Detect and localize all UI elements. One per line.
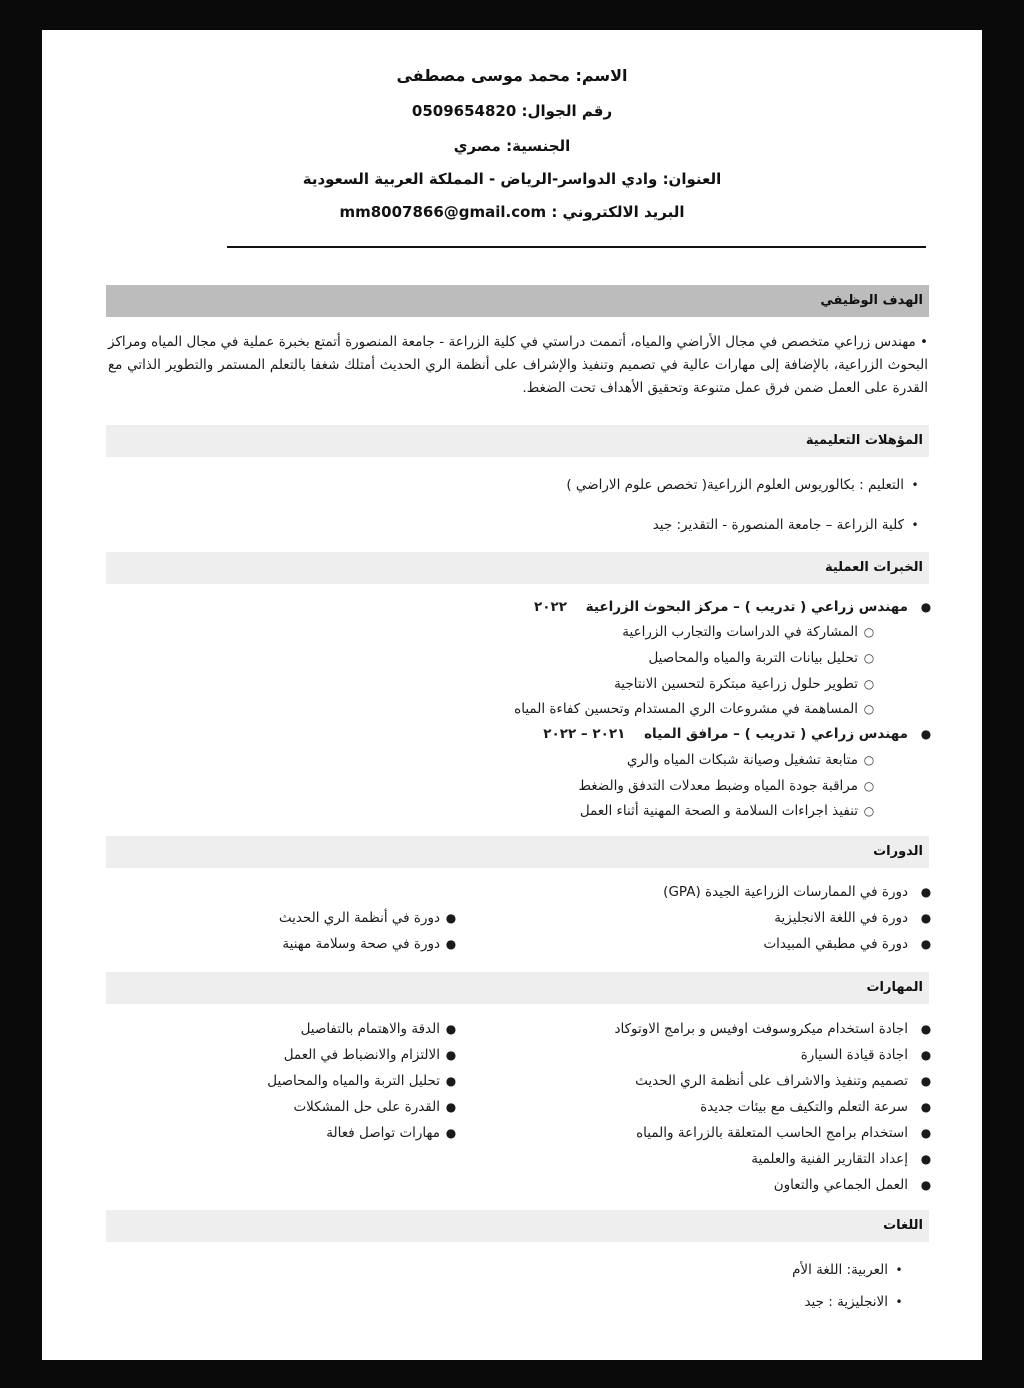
section-experience-title: الخبرات العملية (106, 552, 929, 584)
course-item: ●دورة في مطبقي المبيدات (763, 936, 932, 952)
section-courses-title: الدورات (106, 836, 929, 868)
email-line: البريد الالكتروني : mm8007866@gmail.com (339, 203, 685, 221)
skill-item: ●القدرة على حل المشكلات (293, 1099, 457, 1115)
language-item: •العربية: اللغة الأم (792, 1262, 903, 1278)
email-value[interactable]: mm8007866@gmail.com (339, 203, 547, 221)
skill-item: ●تحليل التربة والمياه والمحاصيل (267, 1073, 457, 1089)
course-item: ●دورة في صحة وسلامة مهنية (282, 936, 457, 952)
skill-item: ●الالتزام والانضباط في العمل (283, 1047, 457, 1063)
language-item: •الانجليزية : جيد (804, 1294, 903, 1310)
section-languages-title: اللغات (106, 1210, 929, 1242)
address-line: العنوان: وادي الدواسر-الرياض - المملكة العربية السعودية (302, 170, 722, 188)
course-item: ●دورة في اللغة الانجليزية (774, 910, 932, 926)
header-divider (227, 246, 926, 248)
course-item: ●دورة في أنظمة الري الحديث (278, 910, 457, 926)
phone-line: رقم الجوال: 0509654820 (411, 102, 613, 120)
job-task: ○تطوير حلول زراعية مبتكرة لتحسين الانتاجية (614, 676, 875, 692)
resume-page (42, 30, 982, 1360)
nationality-line: الجنسية: مصري (453, 137, 571, 155)
skill-item: ●مهارات تواصل فعالة (326, 1125, 457, 1141)
skill-item: ●تصميم وتنفيذ والاشراف على أنظمة الري الحديث (635, 1073, 932, 1089)
section-skills-title: المهارات (106, 972, 929, 1004)
phone-value: 0509654820 (411, 102, 517, 120)
section-education-title: المؤهلات التعليمية (106, 425, 929, 457)
job-task: ○تحليل بيانات التربة والمياه والمحاصيل (648, 650, 875, 666)
job-heading: ●مهندس زراعي ( تدريب ) – مركز البحوث الزراعية ٢٠٢٢ (533, 599, 932, 615)
skill-item: ●اجادة استخدام ميكروسوفت اوفيس و برامج الاوتوكاد (614, 1021, 932, 1037)
education-item: •التعليم : بكالوريوس العلوم الزراعية( تخصص علوم الاراضي ) (566, 477, 919, 493)
skill-item: ●إعداد التقارير الفنية والعلمية (751, 1151, 932, 1167)
job-task: ○تنفيذ اجراءات السلامة و الصحة المهنية أثناء العمل (579, 803, 875, 819)
job-task: ○مراقبة جودة المياه وضبط معدلات التدفق والضغط (578, 778, 875, 794)
name-line: الاسم: محمد موسى مصطفى (396, 66, 628, 85)
course-item: ●دورة في الممارسات الزراعية الجيدة (GPA) (663, 884, 932, 900)
job-task: ○المشاركة في الدراسات والتجارب الزراعية (622, 624, 875, 640)
skill-item: ●العمل الجماعي والتعاون (773, 1177, 932, 1193)
education-item: •كلية الزراعة – جامعة المنصورة - التقدير: جيد (652, 517, 919, 533)
skill-item: ●استخدام برامج الحاسب المتعلقة بالزراعة والمياه (636, 1125, 932, 1141)
job-task: ○متابعة تشغيل وصيانة شبكات المياه والري (626, 752, 875, 768)
section-objective-title: الهدف الوظيفي (106, 285, 929, 317)
job-heading: ●مهندس زراعي ( تدريب ) – مرافق المياه ٢٠٢١ – ٢٠٢٢ (543, 726, 932, 742)
objective-text: • مهندس زراعي متخصص في مجال الأراضي والمياه، أتممت دراستي في كلية الزراعة - جامعة المنصورة أتمتع بخبرة عملية في مجال المياه ومراكز البحوث الزراعية، بالإضافة إلى مهارات عالية في تصميم وتنفيذ والإشراف على أنظمة الري الحديث أمتلك شغفا بالتعلم المستمر والتطوير الذاتي مع القدرة على العمل ضمن فرق عمل متنوعة وتحقيق الأهداف تحت الضغط. (108, 334, 928, 396)
job-task: ○المساهمة في مشروعات الري المستدام وتحسين كفاءة المياه (514, 701, 875, 717)
skill-item: ●سرعة التعلم والتكيف مع بيئات جديدة (700, 1099, 932, 1115)
skill-item: ●الدقة والاهتمام بالتفاصيل (300, 1021, 457, 1037)
skill-item: ●اجادة قيادة السيارة (800, 1047, 932, 1063)
